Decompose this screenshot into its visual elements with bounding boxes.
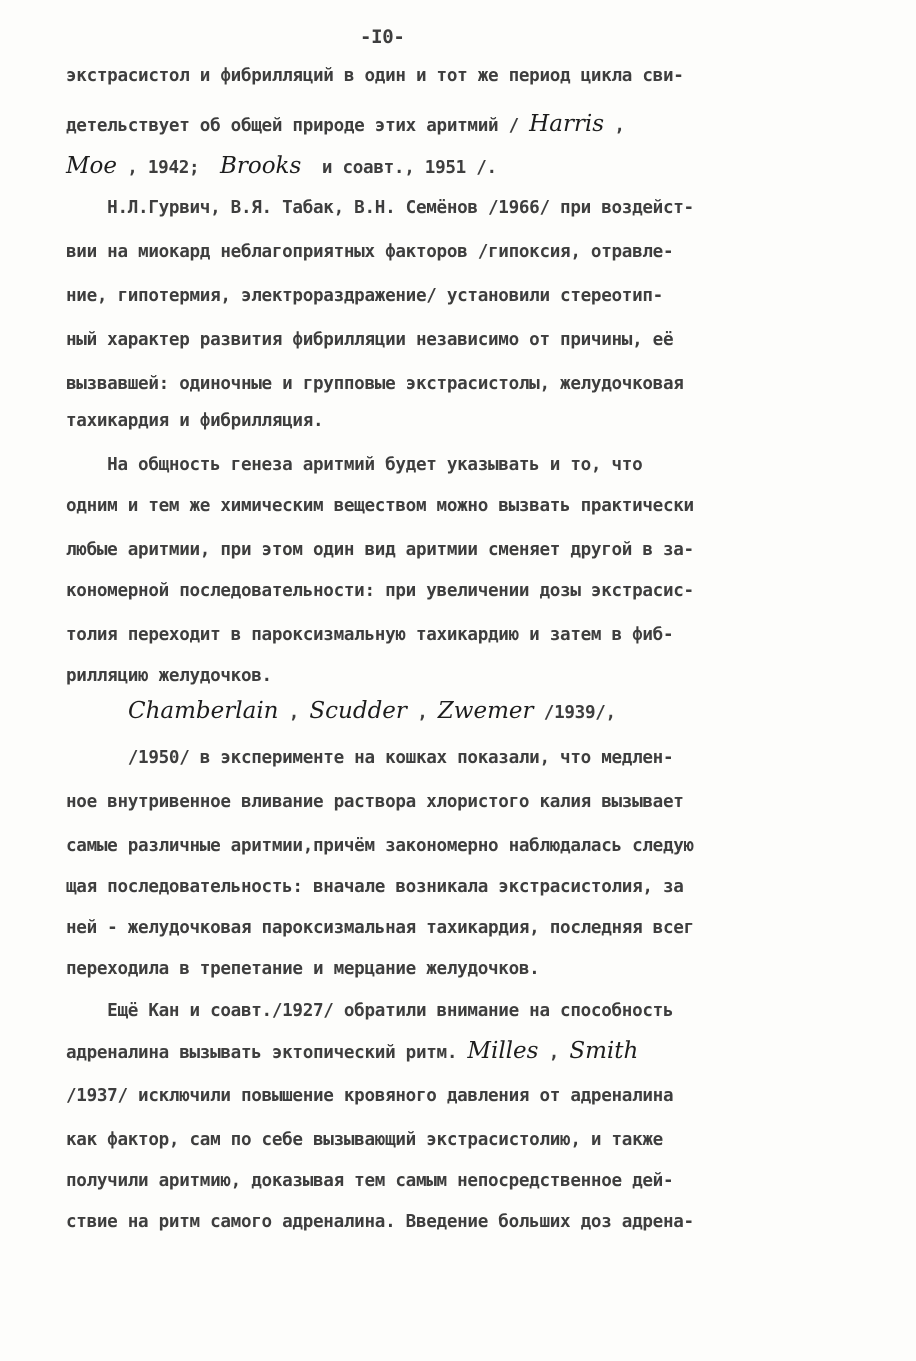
text-line: ней - желудочковая пароксизмальная тахикардия, последняя всег	[66, 918, 694, 938]
text-line: любые аритмии, при этом один вид аритмии сменяет другой в за-	[66, 540, 694, 560]
handwritten-author: Brooks	[219, 153, 302, 179]
text-line: щая последовательность: вначале возникала экстрасистолия, за	[66, 877, 684, 897]
page-number: -I0-	[360, 26, 405, 48]
text-line: ние, гипотермия, электрораздражение/ установили стереотип-	[66, 286, 663, 306]
text-line: вызвавшей: одиночные и групповые экстрасистолы, желудочковая	[66, 374, 684, 394]
text-line: самые различные аритмии,причём закономерно наблюдалась следую	[66, 836, 694, 856]
text-line: Ещё Кан и соавт./1927/ обратили внимание на способность	[66, 1001, 674, 1021]
handwritten-author: Zwemer	[437, 698, 534, 724]
text-fragment: ,	[604, 116, 625, 136]
text-line: переходила в трепетание и мерцание желудочков.	[66, 959, 540, 979]
text-fragment: /1939/,	[533, 703, 616, 723]
text-line: рилляцию желудочков.	[66, 666, 272, 686]
text-line: ное внутривенное вливание раствора хлористого калия вызывает	[66, 792, 684, 812]
text-fragment: , 1942;	[117, 158, 200, 178]
text-line: толия переходит в пароксизмальную тахикардию и затем в фиб-	[66, 625, 674, 645]
handwritten-author: Moe	[66, 153, 118, 179]
text-line: получили аритмию, доказывая тем самым непосредственное дей-	[66, 1171, 674, 1191]
text-line: как фактор, сам по себе вызывающий экстрасистолию, и также	[66, 1130, 663, 1150]
text-fragment: ,	[538, 1043, 570, 1063]
text-line	[128, 700, 616, 723]
text-fragment: и соавт., 1951 /.	[301, 158, 497, 178]
text-fragment: ,	[406, 703, 438, 723]
text-line: одним и тем же химическим веществом можно вызвать практически	[66, 496, 694, 516]
text-line: экстрасистол и фибрилляций в один и тот же период цикла сви-	[66, 66, 684, 86]
handwritten-author: Smith	[569, 1038, 639, 1064]
text-line	[66, 1040, 638, 1063]
handwritten-author: Scudder	[309, 698, 407, 724]
text-fragment: ,	[278, 703, 310, 723]
text-line: Н.Л.Гурвич, В.Я. Табак, В.Н. Семёнов /1966/ при воздейст-	[66, 198, 694, 218]
text-line: /1937/ исключили повышение кровяного давления от адреналина	[66, 1086, 674, 1106]
text-line: ствие на ритм самого адреналина. Введение больших доз адрена-	[66, 1212, 694, 1232]
text-fragment: адреналина вызывать эктопический ритм.	[66, 1043, 458, 1063]
text-line: кономерной последовательности: при увеличении дозы экстрасис-	[66, 581, 694, 601]
text-line: вии на миокард неблагоприятных факторов /гипоксия, отравле-	[66, 242, 674, 262]
text-line: тахикардия и фибрилляция.	[66, 411, 324, 431]
text-line	[66, 113, 625, 136]
text-line: На общность генеза аритмий будет указывать и то, что	[66, 455, 643, 475]
handwritten-author: Harris	[529, 111, 605, 137]
text-fragment: детельствует об общей природе этих аритмий /	[66, 116, 519, 136]
text-line: ный характер развития фибрилляции независимо от причины, её	[66, 330, 674, 350]
handwritten-author: Milles	[467, 1038, 539, 1064]
text-line: /1950/ в эксперименте на кошках показали, что медлен-	[66, 748, 674, 768]
text-line	[66, 155, 497, 178]
handwritten-author: Chamberlain	[128, 698, 279, 724]
